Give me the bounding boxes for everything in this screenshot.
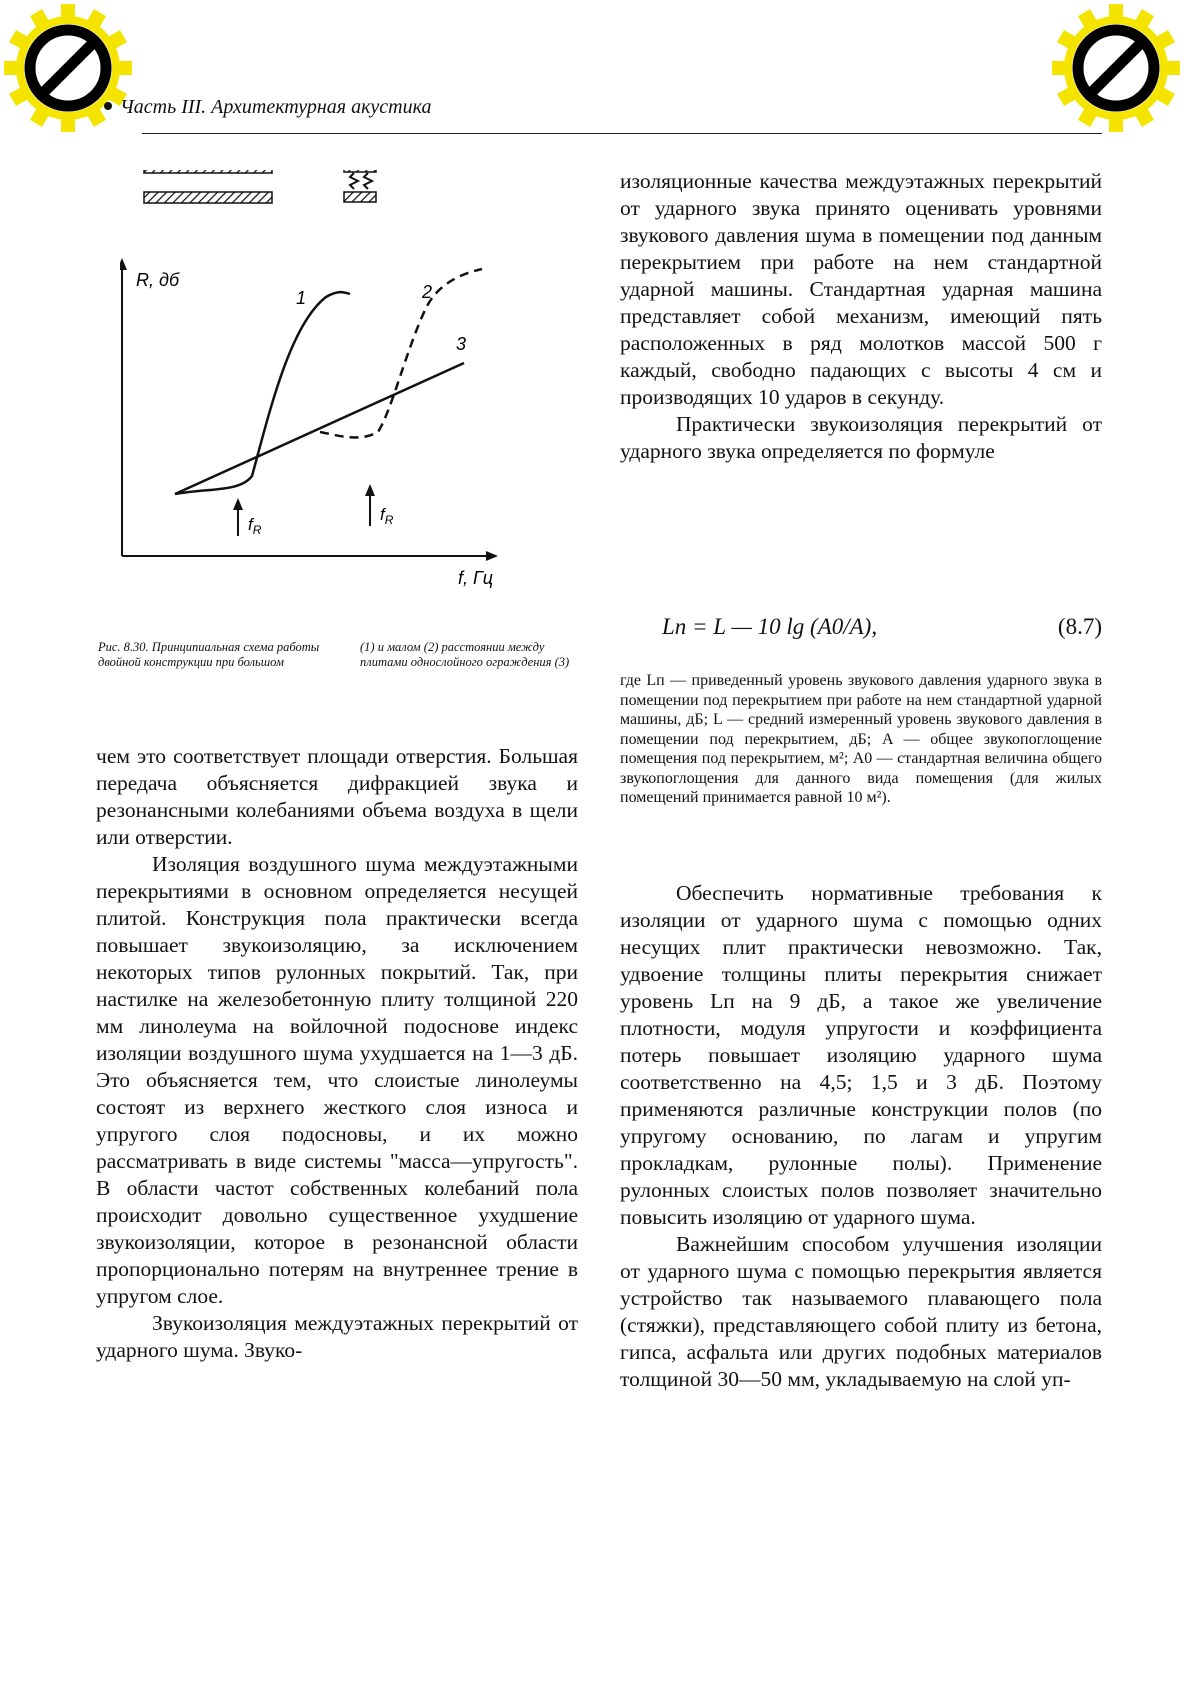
running-header (120, 96, 431, 119)
running-title: Часть III. Архитектурная акустика (120, 96, 432, 118)
formula-8-7 (662, 614, 1102, 640)
header-rule (142, 133, 1102, 134)
figure-8-30 (120, 170, 580, 640)
paragraph: Практически звукоизоляция перекрытий от ударного звука определяется по формуле (620, 412, 1102, 463)
paragraph: Звукоизоляция междуэтажных перекрытий от ударного шума. Звуко- (96, 1311, 578, 1362)
resonance-label-2: $f_R$ (380, 505, 394, 527)
curve-label-2: 2 (422, 282, 433, 302)
prohibition-badge-icon (2, 2, 134, 134)
curve-3 (175, 363, 464, 494)
small-plate-bottom (344, 192, 376, 202)
right-column-bottom (620, 880, 1102, 1393)
formula-expression: Lп = L — 10 lg (A0/A), (662, 614, 878, 639)
plate-bottom (144, 192, 272, 203)
bullet-icon (104, 102, 112, 110)
figure-diagram (120, 170, 580, 640)
y-axis-label: R, дб (136, 270, 180, 290)
arrow-up-icon (233, 498, 243, 510)
curve-1 (175, 292, 350, 494)
x-axis-label: f, Гц (458, 568, 494, 588)
plate-top (144, 170, 272, 173)
paragraph: изоляционные качества междуэтажных перекрытий от ударного звука принято оценивать уровнями звукового давления шума в помещении под данным перекрытием при работе на нем стандартной ударной машины. Стандартная ударная машина представляет собой механизм, имеющий пять расположенных в ряд молотков массой 500 г каждый, свободно падающих с высоты 4 см и производящих 10 ударов в секунду. (620, 169, 1102, 409)
small-plate-top (344, 170, 376, 172)
left-column (96, 743, 578, 1364)
paragraph: чем это соответствует площади отверстия. Большая передача объясняется дифракцией звука и резонансными колебаниями объема воздуха в щели или отверстии. (96, 744, 578, 849)
prohibition-badge-icon (1050, 2, 1182, 134)
spring-icon (350, 173, 372, 189)
arrow-up-icon (365, 484, 375, 496)
y-axis-arrow-icon (120, 258, 127, 270)
resonance-label-1: $f_R$ (248, 515, 262, 537)
figure-caption-left: Рис. 8.30. Принципиальная схема работы двойной конструкции при большом (98, 640, 320, 669)
paragraph: Важнейшим способом улучшения изоляции от ударного шума с помощью перекрытия является устройство так называемого плавающего пола (стяжки), представляющего собой плиту из бетона, гипса, асфальта или других подобных материалов толщиной 30—50 мм, укладываемую на слой уп- (620, 1232, 1102, 1391)
curve-label-3: 3 (456, 334, 467, 354)
x-axis-arrow-icon (486, 551, 498, 561)
right-column-top (620, 168, 1102, 465)
formula-number: (8.7) (1057, 614, 1102, 639)
curve-label-1: 1 (296, 288, 307, 308)
figure-caption-right: (1) и малом (2) расстоянии между плитами однослойного ограждения (3) (360, 640, 570, 669)
formula-legend: где Lп — приведенный уровень звукового давления ударного звука в помещении под перекрытием при работе на нем стандартной ударной машины, дБ; L — средний измеренный уровень звукового давления в помещении под перекрытием, дБ; A — общее звукопоглощение помещения под перекрытием, м²; A0 — стандартная величина общего звукопоглощения для данного вида помещения (для жилых помещений принимается равной 10 м²). (620, 672, 1102, 806)
paragraph: Изоляция воздушного шума междуэтажными перекрытиями в основном определяется несущей плитой. Конструкция пола практически всегда повышает звукоизоляцию, за исключением некоторых типов рулонных покрытий. Так, при настилке на железобетонную плиту толщиной 220 мм линолеума на войлочной подоснове индекс изоляции воздушного шума ухудшается на 1—3 дБ. Это объясняется тем, что слоистые линолеумы состоят из верхнего жесткого слоя износа и упругого слоя подосновы, и их можно рассматривать в виде системы "масса—упругость". В области частот собственных колебаний пола происходит довольно существенное ухудшение звукоизоляции, которое в резонансной области пропорционально потерям на внутреннее трение в упругом слое. (96, 852, 578, 1308)
paragraph: Обеспечить нормативные требования к изоляции от ударного шума с помощью одних несущих плит практически невозможно. Так, удвоение толщины плиты перекрытия снижает уровень Lп на 9 дБ, а такое же увеличение плотности, модуля упругости и коэффициента потерь повышает изоляцию ударного шума соответственно на 4,5; 1,5 и 3 дБ. Поэтому применяются различные конструкции полов (по упругому основанию, по лагам и упругим прокладкам, рулонные полы). Применение рулонных слоистых полов позволяет значительно повысить изоляцию от ударного шума. (620, 881, 1102, 1229)
